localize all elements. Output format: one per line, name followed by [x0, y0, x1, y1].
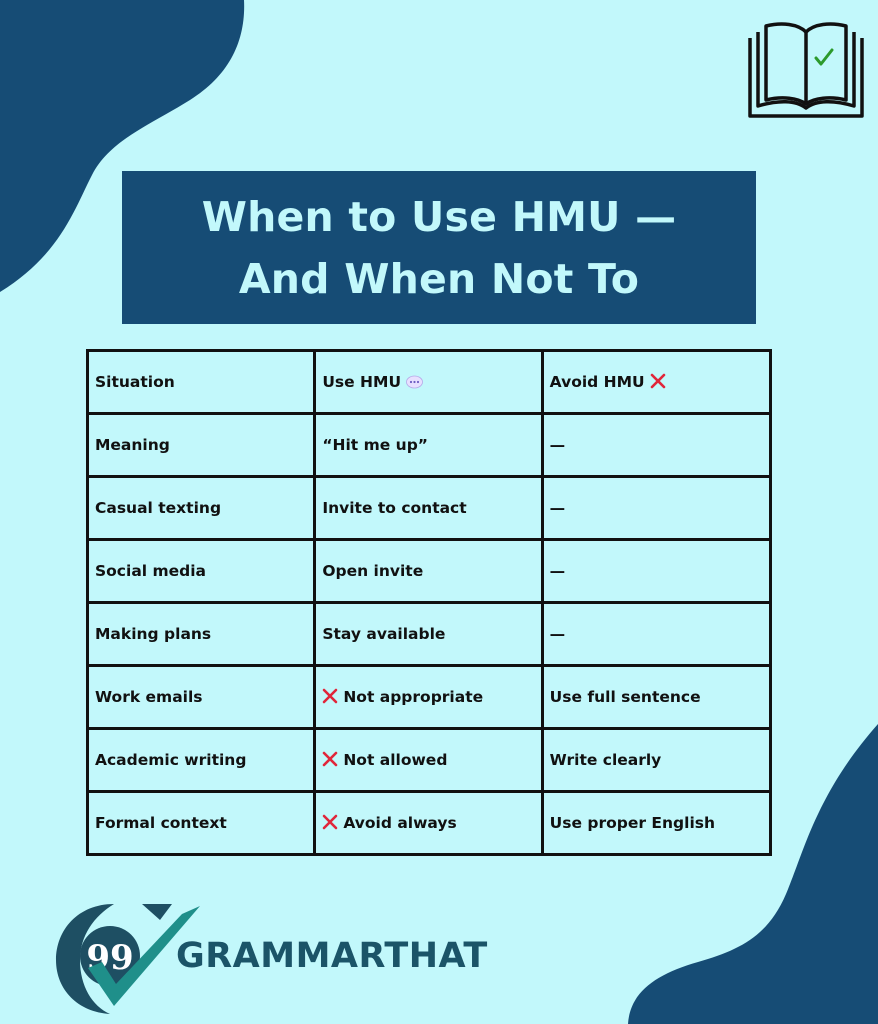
cross-mark-icon: [322, 688, 338, 704]
situation-cell: [88, 351, 315, 414]
situation-cell-text: Work emails: [95, 688, 203, 706]
svg-text:99: 99: [86, 938, 134, 978]
use-hmu-cell: [315, 666, 542, 729]
avoid-hmu-cell-text: —: [549, 436, 566, 454]
cross-mark-icon: [322, 814, 338, 830]
table-row: [88, 792, 771, 855]
speech-bubble-icon: [406, 375, 423, 390]
use-hmu-cell-text: Open invite: [322, 562, 424, 580]
situation-cell: [88, 477, 315, 540]
use-hmu-cell-text: Not allowed: [343, 751, 448, 769]
table-row: [88, 540, 771, 603]
situation-cell-text: Meaning: [95, 436, 170, 454]
table-row: [88, 666, 771, 729]
avoid-hmu-cell: [542, 414, 770, 477]
avoid-hmu-cell-text: Avoid HMU: [549, 373, 645, 391]
table-header-row: [88, 351, 771, 414]
avoid-hmu-cell-text: Use full sentence: [549, 688, 701, 706]
cross-mark-icon: [322, 751, 338, 767]
situation-cell: [88, 540, 315, 603]
checkmark-icon: [816, 50, 832, 64]
situation-cell-text: Academic writing: [95, 751, 247, 769]
use-hmu-cell: [315, 792, 542, 855]
avoid-hmu-cell: [542, 729, 770, 792]
book-check-icon: [748, 20, 864, 120]
hmu-usage-table: [86, 349, 772, 856]
situation-cell: [88, 414, 315, 477]
brand-name: GRAMMARTHAT: [176, 936, 488, 976]
avoid-hmu-cell-text: Write clearly: [549, 751, 662, 769]
table-row: [88, 414, 771, 477]
avoid-hmu-cell-text: —: [549, 625, 566, 643]
title-banner: [122, 171, 756, 324]
use-hmu-cell-text: Use HMU: [322, 373, 402, 391]
avoid-hmu-cell: [542, 603, 770, 666]
situation-cell-text: Formal context: [95, 814, 227, 832]
use-hmu-cell-text: Stay available: [322, 625, 446, 643]
use-hmu-cell-text: “Hit me up”: [322, 436, 428, 454]
use-hmu-cell: [315, 603, 542, 666]
situation-cell: [88, 729, 315, 792]
cross-mark-icon: [650, 373, 666, 389]
table-row: [88, 729, 771, 792]
situation-cell-text: Situation: [95, 373, 175, 391]
use-hmu-cell-text: Not appropriate: [343, 688, 484, 706]
situation-cell: [88, 666, 315, 729]
avoid-hmu-cell: [542, 351, 770, 414]
avoid-hmu-cell-text: —: [549, 499, 566, 517]
use-hmu-cell: [315, 351, 542, 414]
avoid-hmu-cell-text: Use proper English: [549, 814, 716, 832]
table-row: [88, 477, 771, 540]
use-hmu-cell: [315, 540, 542, 603]
situation-cell-text: Casual texting: [95, 499, 222, 517]
use-hmu-cell: [315, 729, 542, 792]
avoid-hmu-cell-text: —: [549, 562, 566, 580]
use-hmu-cell: [315, 414, 542, 477]
situation-cell-text: Making plans: [95, 625, 212, 643]
avoid-hmu-cell: [542, 477, 770, 540]
situation-cell: [88, 603, 315, 666]
use-hmu-cell-text: Avoid always: [343, 814, 457, 832]
avoid-hmu-cell: [542, 666, 770, 729]
situation-cell: [88, 792, 315, 855]
avoid-hmu-cell: [542, 792, 770, 855]
situation-cell-text: Social media: [95, 562, 207, 580]
avoid-hmu-cell: [542, 540, 770, 603]
use-hmu-cell: [315, 477, 542, 540]
table-row: [88, 603, 771, 666]
page-title: When to Use HMU — And When Not To: [201, 192, 677, 303]
use-hmu-cell-text: Invite to contact: [322, 499, 467, 517]
